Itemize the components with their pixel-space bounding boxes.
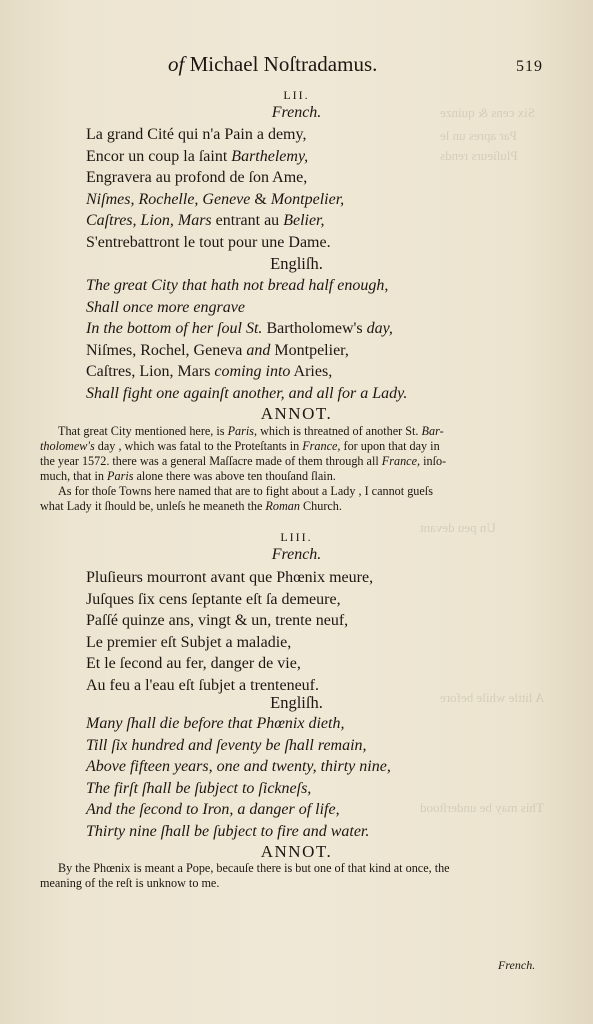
running-header (0, 52, 593, 84)
verse-line: Shall fight one againſt another, and all for a Lady. (86, 384, 408, 402)
bleed-through-text: Un peu devant (420, 520, 496, 535)
verse-line: The great City that hath not bread half enough, (86, 277, 389, 294)
prophecy-number: LIII. (280, 530, 313, 544)
english-heading: Engliſh. (270, 693, 323, 712)
annotation-heading: ANNOT. (260, 404, 333, 423)
verse-line: Engravera au profond de ſon Ame, (86, 169, 308, 186)
page-number: 519 (516, 58, 543, 75)
verse-line: The firſt ſhall be ſubject to ſickneſs, (86, 779, 312, 797)
english-heading: Engliſh. (270, 254, 323, 273)
verse-line: Till ſix hundred and ſeventy be ſhall remain, (86, 736, 367, 754)
verse-line: Thirty nine ſhall be ſubject to fire and water. (86, 822, 370, 840)
verse-line: And the ſecond to Iron, a danger of life, (86, 801, 340, 818)
bleed-through-text: This may be underſtood (420, 800, 544, 815)
verse-line: Above fifteen years, one and twenty, thirty nine, (86, 758, 391, 775)
french-heading: French. (271, 546, 322, 563)
bleed-through-text: Pluſieurs rends (440, 148, 518, 163)
verse-line: Shall once more engrave (86, 298, 245, 316)
verse-line: Juſques ſix cens ſeptante eſt ſa demeure, (86, 590, 341, 608)
annotation-text (40, 861, 542, 891)
verse-line: La grand Cité qui n'a Pain a demy, (86, 126, 307, 143)
annotation-line: By the Phœnix is meant a Pope, becauſe there is but one of that kind at once, the (58, 861, 450, 875)
french-heading: French. (271, 104, 322, 121)
english-verse (86, 275, 506, 404)
verse-line: Pluſieurs mourront avant que Phœnix meure, (86, 569, 374, 586)
verse-line: Paſſé quinze ans, vingt & un, trente neuf, (86, 612, 349, 629)
annotation-line: meaning of the reſt is unknow to me. (40, 876, 220, 890)
annotation-line: the year 1572. there was a general Maſſacre made of them through all France, inſo- (40, 454, 447, 468)
prophecy-number: LII. (283, 88, 310, 102)
catchword: French. (498, 958, 536, 972)
annotation-line: what Lady it ſhould be, unleſs he meaneth the Roman Church. (40, 499, 342, 513)
verse-line: Et le ſecond au fer, danger de vie, (86, 655, 301, 672)
running-title: of Michael Noſtradamus. (168, 52, 378, 76)
english-verse (86, 713, 506, 842)
verse-line: S'entrebattront le tout pour une Dame. (86, 233, 331, 251)
verse-line: Le premier eſt Subjet a maladie, (86, 633, 292, 651)
annotation-line: That great City mentioned here, is Paris, which is threatned of another St. Bar- (58, 424, 444, 438)
french-verse (86, 124, 506, 253)
annotation-line: much, that in Paris alone there was above ten thouſand ſlain. (40, 469, 336, 483)
annotation-line: As for thoſe Towns here named that are to fight about a Lady , I cannot gueſs (58, 484, 433, 498)
verse-line: In the bottom of her ſoul St. Bartholomew's day, (86, 320, 393, 337)
annotation-line: tholomew's day , which was fatal to the Proteſtants in France, for upon that day in (40, 439, 440, 453)
verse-line: Niſmes, Rochel, Geneva and Montpelier, (86, 341, 349, 359)
verse-line: Many ſhall die before that Phœnix dieth, (86, 715, 345, 732)
bleed-through-text: Six cens & quinze (440, 105, 535, 120)
annotation-heading: ANNOT. (260, 842, 333, 861)
verse-line: Encor un coup la ſaint Barthelemy, (86, 147, 309, 165)
annotation-text (40, 424, 542, 514)
verse-line: Niſmes, Rochelle, Geneve & Montpelier, (86, 190, 345, 208)
french-verse (86, 567, 506, 696)
bleed-through-text: A little while before (440, 690, 545, 705)
verse-line: Caſtres, Lion, Mars entrant au Belier, (86, 212, 325, 229)
verse-line: Caſtres, Lion, Mars coming into Aries, (86, 363, 333, 380)
bleed-through-text: Par apres un le (440, 128, 517, 143)
verse-line: Au feu a l'eau eſt ſubjet a trenteneuf. (86, 676, 319, 694)
